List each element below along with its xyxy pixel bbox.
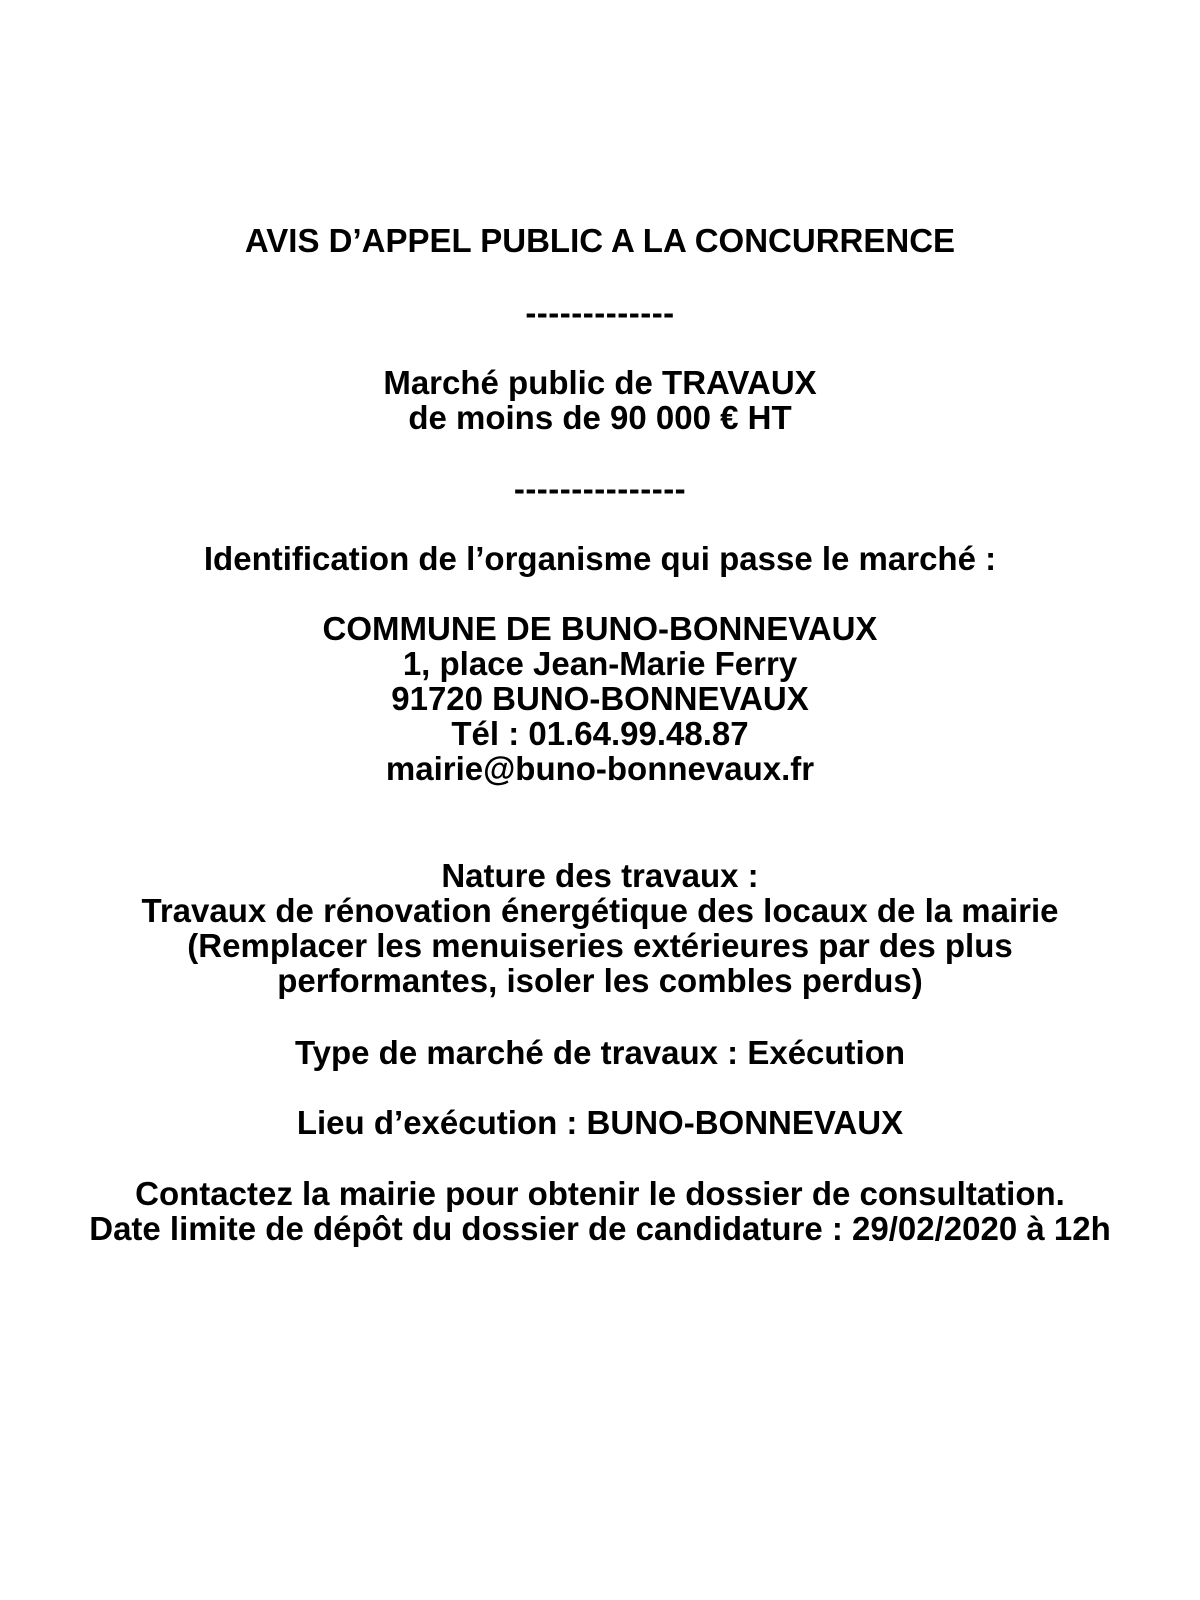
organization-address: 1, place Jean-Marie Ferry <box>402 645 798 682</box>
works-heading: Nature des travaux : <box>441 857 759 894</box>
works-description-line-1: Travaux de rénovation énergétique des locaux de la mairie <box>141 892 1059 929</box>
organization-name: COMMUNE DE BUNO-BONNEVAUX <box>322 610 878 647</box>
market-type-line: Marché public de TRAVAUX <box>383 364 817 401</box>
identification-heading: Identification de l’organisme qui passe le marché : <box>203 540 997 577</box>
market-execution-type: Type de marché de travaux : Exécution <box>294 1034 906 1071</box>
organization-email: mairie@buno-bonnevaux.fr <box>385 750 815 787</box>
contact-instruction: Contactez la mairie pour obtenir le dossier de consultation. <box>135 1175 1065 1212</box>
notice-title: AVIS D’APPEL PUBLIC A LA CONCURRENCE <box>244 222 956 259</box>
organization-postal-city: 91720 BUNO-BONNEVAUX <box>391 680 809 717</box>
separator-1: ------------- <box>525 294 675 331</box>
works-description-line-2: (Remplacer les menuiseries extérieures par des plus <box>187 927 1013 964</box>
submission-deadline: Date limite de dépôt du dossier de candidature : 29/02/2020 à 12h <box>89 1210 1111 1247</box>
works-description-line-3: performantes, isoler les combles perdus) <box>277 962 923 999</box>
organization-phone: Tél : 01.64.99.48.87 <box>451 715 749 752</box>
execution-location: Lieu d’exécution : BUNO-BONNEVAUX <box>296 1104 904 1141</box>
separator-2: --------------- <box>513 470 687 507</box>
market-threshold-line: de moins de 90 000 € HT <box>408 399 792 436</box>
